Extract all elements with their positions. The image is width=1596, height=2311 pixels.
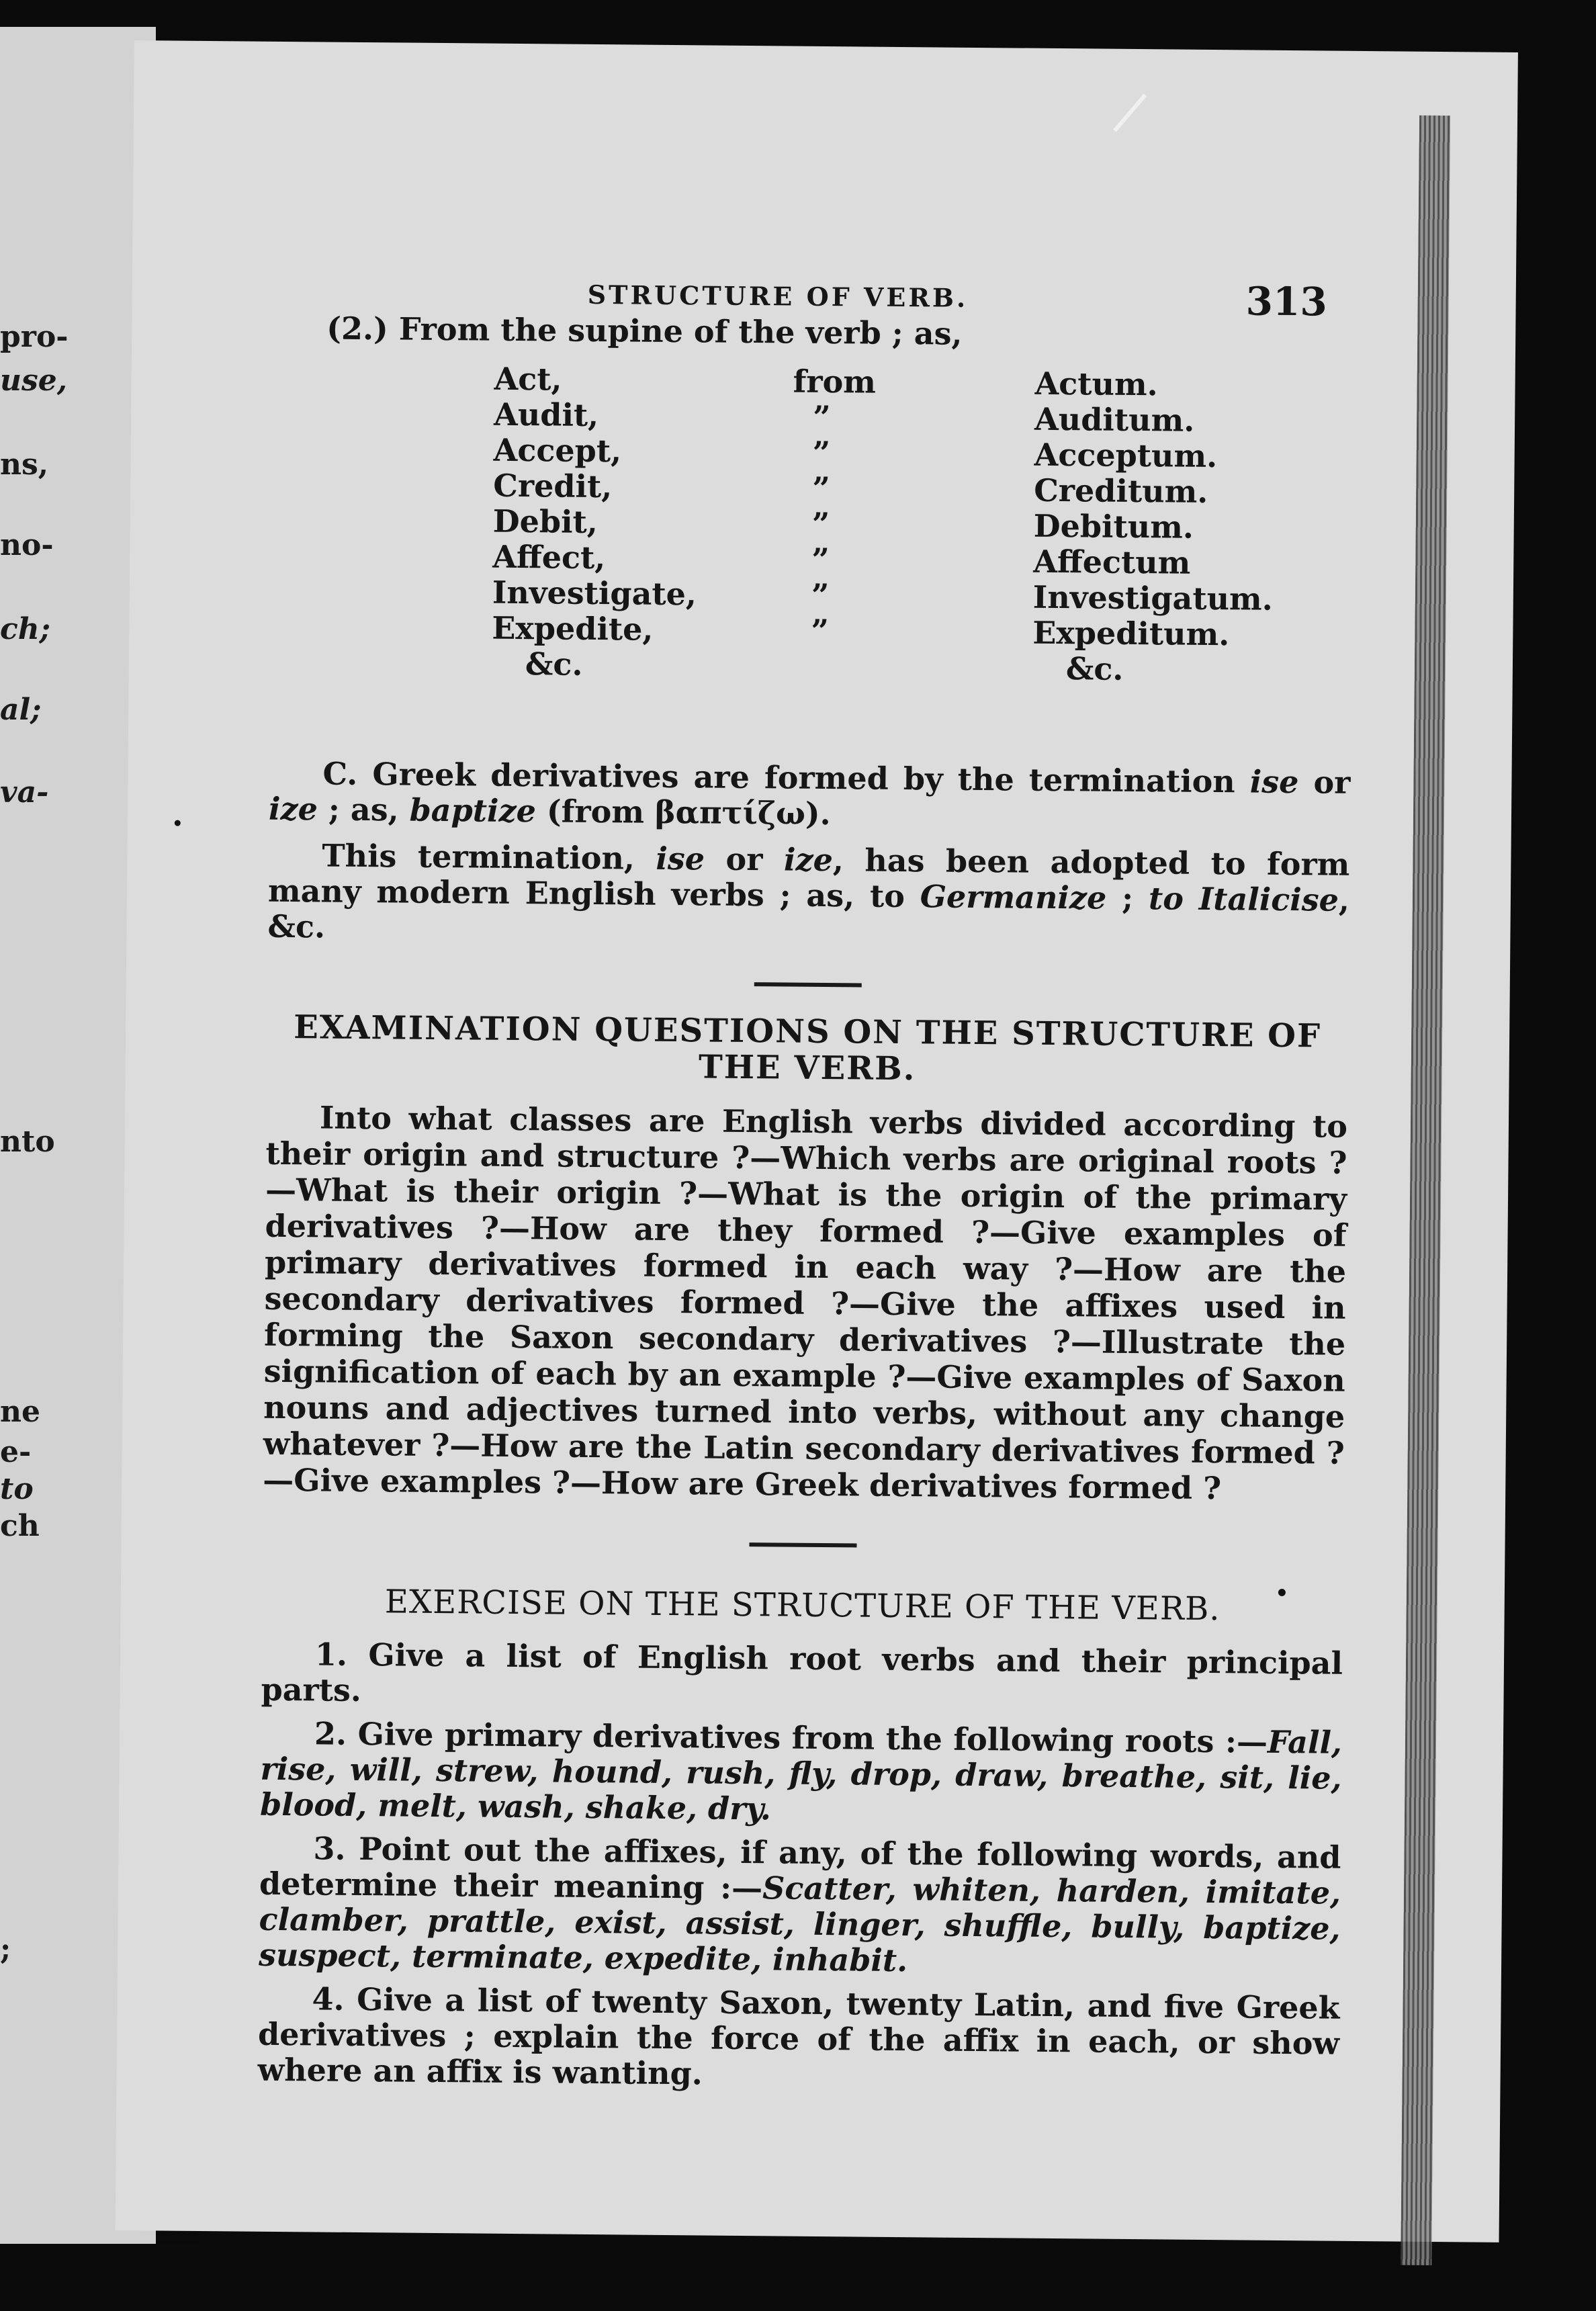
verb-entry: Audit,	[493, 396, 599, 434]
left-fragment: ;	[0, 1932, 11, 1966]
text-run: , has been adopted to form many modern English verbs ; as, to	[267, 842, 1350, 915]
text-run: C. Greek derivatives are formed by the termination	[322, 755, 1251, 800]
left-fragment: pro-	[0, 320, 69, 354]
ink-spot	[175, 820, 181, 826]
text-run: ; as,	[317, 791, 410, 828]
supine-entry: Actum.	[1034, 365, 1158, 403]
exam-heading: EXAMINATION QUESTIONS ON THE STRUCTURE OF THE VERB.	[293, 1008, 1322, 1088]
verb-entry: Accept,	[493, 431, 622, 470]
text-run: or	[704, 840, 785, 878]
verb-entry: Expedite,	[492, 609, 654, 648]
ditto-mark: ”	[811, 505, 830, 543]
left-fragment: ns,	[0, 447, 49, 482]
italic-term: to Italicise	[1148, 880, 1339, 918]
from-entry: from	[793, 363, 877, 400]
text-run: (from βαπτίζω).	[535, 793, 831, 832]
verb-entry: Act,	[494, 360, 562, 398]
supine-column	[1032, 366, 1275, 689]
supine-entry: Debitum.	[1033, 507, 1194, 546]
ditto-mark: ”	[812, 398, 831, 436]
text-run: , &c.	[267, 881, 1350, 945]
section-rule	[754, 982, 862, 987]
verb-entry: Investigate,	[492, 574, 697, 613]
left-fragment: ch;	[0, 612, 51, 646]
text-run: ;	[1106, 879, 1149, 917]
left-fragment: nto	[0, 1125, 55, 1159]
from-column	[791, 364, 876, 650]
exam-questions: Into what classes are English verbs divided according to their origin and structure ?—Which verbs are original roots ?—What is their origin ?—What is the origin of the primary derivatives ?—How are they formed ?—Give examples of primary derivatives formed in each way ?—How are the secondary derivatives formed ?—Give the affixes used in forming the Saxon secondary derivatives ?—Illustrate the signification of each by an example ?—Give examples of Saxon nouns and adjectives turned into verbs, without any change whatever ?—How are the Latin secondary derivatives formed ?—Give examples ?—How are Greek derivatives formed ?	[263, 1099, 1348, 1507]
verb-column	[492, 361, 699, 684]
italic-term: baptize	[409, 791, 537, 830]
left-fragment: e-	[0, 1435, 32, 1469]
text-run: 3. Point out the affixes, if any, of the following words, and determine their meaning :—	[259, 1830, 1341, 1907]
text-run: This termination,	[322, 837, 656, 877]
supine-entry: Affectum	[1033, 543, 1191, 581]
left-fragment: use,	[0, 363, 68, 398]
exercise-item-4: 4. Give a list of twenty Saxon, twenty Latin, and five Greek derivatives ; explain the force of the affix in each, or show where an affix is wanting.	[257, 1980, 1340, 2092]
verb-entry: Debit,	[492, 503, 598, 541]
ditto-mark: ”	[811, 576, 830, 614]
left-fragment: al;	[0, 693, 42, 727]
page-number: 313	[1245, 278, 1328, 325]
italic-word-list: Scatter, whiten, harden, imitate, clamber, prattle, exist, assist, linger, shuffle, bully, baptize, suspect, terminate, expedite, inhabit.	[258, 1870, 1341, 1979]
left-fragment: ne	[0, 1395, 40, 1429]
text-run: 2. Give primary derivatives from the following roots :—	[314, 1715, 1268, 1760]
page-edges	[1401, 116, 1450, 2265]
ditto-mark: ”	[812, 434, 831, 472]
supine-table	[269, 359, 1354, 745]
supine-entry: Auditum.	[1034, 400, 1195, 439]
page-content	[257, 310, 1354, 2105]
ditto-mark: ”	[811, 541, 830, 578]
italic-term: Germanize	[920, 878, 1107, 916]
termination-paragraph	[267, 838, 1349, 954]
supine-entry: &c.	[1065, 650, 1124, 687]
left-fragment: no-	[0, 528, 54, 562]
supine-entry: Expeditum.	[1032, 614, 1230, 653]
greek-paragraph	[269, 756, 1351, 836]
italic-term: ise	[1249, 763, 1299, 801]
page-header	[132, 202, 1517, 325]
left-fragment: va-	[0, 775, 49, 810]
italic-word-list: Fall, rise, will, strew, hound, rush, fly, drop, draw, breathe, sit, lie, blood, melt, wash, shake, dry.	[259, 1723, 1343, 1827]
ditto-mark: ”	[811, 612, 830, 650]
supine-entry: Acceptum.	[1034, 436, 1218, 475]
verb-entry: Affect,	[492, 538, 606, 576]
exercise-item-1: 1. Give a list of English root verbs and their principal parts.	[261, 1636, 1343, 1709]
section-rule	[749, 1542, 856, 1547]
supine-entry: Creditum.	[1033, 472, 1208, 510]
text-run: or	[1298, 764, 1351, 801]
book-page	[116, 40, 1518, 2242]
left-fragment: ch	[0, 1509, 40, 1543]
left-fragment: to	[0, 1472, 34, 1506]
supine-intro: (2.) From the supine of the verb ; as,	[326, 310, 963, 352]
ink-spot	[1278, 1589, 1286, 1596]
exercise-item-3	[259, 1831, 1341, 1982]
verb-entry: Credit,	[493, 467, 613, 505]
italic-term: ize	[783, 841, 834, 879]
verb-entry: &c.	[525, 646, 583, 683]
exercise-heading: EXERCISE ON THE STRUCTURE OF THE VERB.	[384, 1583, 1221, 1628]
ditto-mark: ”	[811, 470, 830, 507]
italic-term: ise	[656, 840, 705, 877]
exercise-item-2	[260, 1716, 1342, 1832]
supine-entry: Investigatum.	[1032, 578, 1273, 617]
running-title: STRUCTURE OF VERB.	[587, 279, 969, 313]
italic-term: ize	[268, 790, 318, 828]
pencil-mark	[1113, 93, 1147, 132]
